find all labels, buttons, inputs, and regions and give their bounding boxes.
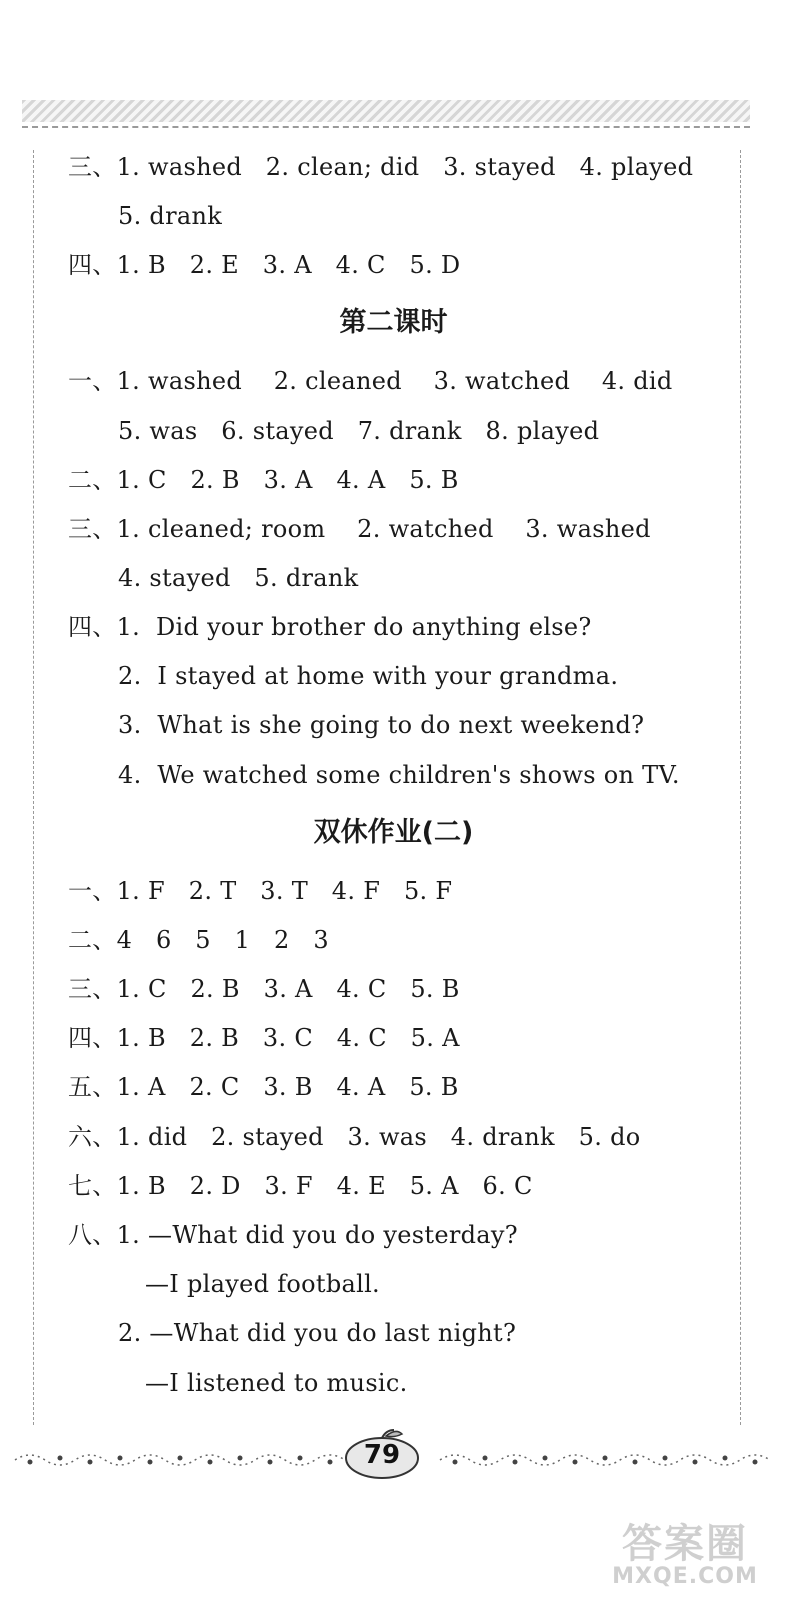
answer-line: 二、1. C 2. B 3. A 4. A 5. B [68,466,459,494]
answer-line: 二、4 6 5 1 2 3 [68,926,329,954]
answer-line: 四、1. B 2. B 3. C 4. C 5. A [68,1024,460,1052]
answer-line: 一、1. F 2. T 3. T 4. F 5. F [68,877,453,905]
right-dashed-margin [740,150,741,1425]
answer-line: 七、1. B 2. D 3. F 4. E 5. A 6. C [68,1172,533,1200]
answer-line: 4. stayed 5. drank [118,564,359,592]
answer-line: 四、1. Did your brother do anything else? [68,613,592,641]
page-number-badge [342,1428,422,1480]
watermark [595,1512,775,1592]
answer-line: 三、1. cleaned; room 2. watched 3. washed [68,515,651,543]
answer-line: 3. What is she going to do next weekend? [118,711,645,739]
answer-line: —I played football. [145,1270,380,1298]
answer-line: 五、1. A 2. C 3. B 4. A 5. B [68,1073,459,1101]
watermark-logo-text: 答案圈 [622,1521,748,1567]
answer-line: 5. was 6. stayed 7. drank 8. played [118,417,600,445]
header-dashed-rule [22,126,750,128]
answer-line: 三、1. C 2. B 3. A 4. C 5. B [68,975,460,1003]
left-dashed-margin [33,150,34,1425]
answer-line: 六、1. did 2. stayed 3. was 4. drank 5. do [68,1123,641,1151]
page-number: 79 [363,1440,401,1470]
answer-line: 一、1. washed 2. cleaned 3. watched 4. did [68,367,673,395]
answer-line: 八、1. —What did you do yesterday? [68,1221,518,1249]
answer-line: 4. We watched some children's shows on TV. [118,761,680,789]
header-decorative-band [22,100,750,122]
watermark-url: MXQE.COM [612,1564,758,1589]
answer-line: 2. I stayed at home with your grandma. [118,662,619,690]
answer-line: —I listened to music. [145,1369,408,1397]
answer-line: 5. drank [118,202,223,230]
section-title-weekend-homework: 双休作业(二) [313,817,474,848]
answer-line: 2. —What did you do last night? [118,1319,517,1347]
section-title-lesson-2: 第二课时 [339,307,448,338]
answer-line: 四、1. B 2. E 3. A 4. C 5. D [68,251,461,279]
answer-line: 三、1. washed 2. clean; did 3. stayed 4. played [68,153,694,181]
